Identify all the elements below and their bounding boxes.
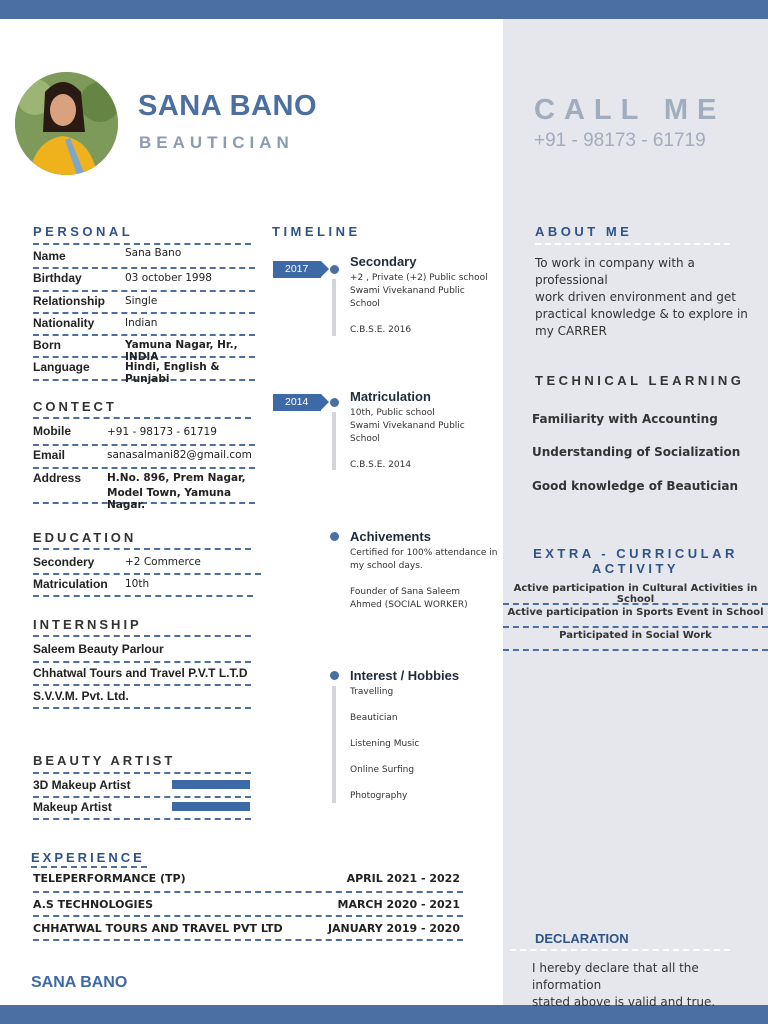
- extra-row: [503, 628, 768, 651]
- contact-title: CONTECT: [33, 399, 117, 414]
- profile-photo: [15, 72, 118, 175]
- extra-item: Participated in Social Work: [559, 630, 712, 641]
- timeline-line-text: Ahmed (SOCIAL WORKER): [350, 600, 468, 610]
- contact-value: sanasalmani82@gmail.com: [107, 449, 252, 461]
- header-phone: +91 - 98173 - 61719: [534, 130, 706, 151]
- technical-item: Familiarity with Accounting: [532, 412, 718, 426]
- contact-row: [33, 446, 255, 469]
- contact-label: Mobile: [33, 424, 71, 438]
- personal-label: Relationship: [33, 293, 106, 308]
- education-row: [33, 575, 253, 597]
- timeline-line-text: C.B.S.E. 2016: [350, 325, 412, 335]
- internship-text: Chhatwal Tours and Travel P.V.T L.T.D: [33, 666, 248, 680]
- timeline-line-text: School: [350, 434, 380, 444]
- personal-list: [33, 247, 255, 386]
- timeline-line: [332, 279, 336, 336]
- timeline-line-text: Travelling: [350, 687, 394, 697]
- experience-company: A.S TECHNOLOGIES: [33, 898, 154, 911]
- skill-row: [33, 798, 251, 820]
- technical-item: Good knowledge of Beautician: [532, 479, 738, 493]
- beauty-artist-title: BEAUTY ARTIST: [33, 753, 176, 768]
- timeline-line-text: Online Surfing: [350, 765, 415, 775]
- education-list: [33, 553, 261, 597]
- personal-label: Language: [33, 360, 90, 375]
- personal-value: Single: [125, 294, 158, 307]
- divider: [33, 243, 251, 245]
- personal-row: [33, 247, 255, 269]
- timeline-line-text: School: [350, 299, 380, 309]
- divider: [535, 243, 730, 245]
- timeline-heading: Interest / Hobbies: [350, 668, 460, 683]
- contact-value-line2: Model Town, Yamuna Nagar.: [107, 487, 232, 511]
- personal-value: 03 october 1998: [125, 272, 212, 285]
- timeline-line-text: Photography: [350, 791, 408, 801]
- personal-value: Sana Bano: [125, 247, 182, 259]
- skill-label: 3D Makeup Artist: [33, 778, 131, 792]
- skill-label: Makeup Artist: [33, 800, 112, 814]
- personal-row: [33, 269, 255, 291]
- timeline-line-text: +2 , Private (+2) Public school: [350, 273, 488, 283]
- about-line: work driven environment and get: [535, 290, 736, 304]
- contact-list: [33, 423, 255, 511]
- declaration-line: I hereby declare that all the information: [532, 961, 699, 992]
- experience-list: [33, 869, 463, 941]
- experience-row: [33, 917, 463, 941]
- declaration-line: stated above is valid and true.: [532, 995, 716, 1009]
- extra-item: Active participation in Cultural Activities in School: [513, 583, 758, 605]
- divider: [33, 772, 251, 774]
- technical-item: Understanding of Socialization: [532, 445, 741, 459]
- internship-list: [33, 640, 251, 709]
- personal-label: Born: [33, 338, 61, 353]
- education-label: Secondery: [33, 555, 95, 569]
- timeline-heading: Secondary: [350, 254, 417, 269]
- contact-label: Email: [33, 448, 66, 462]
- experience-row: [33, 893, 463, 917]
- top-bar: [0, 0, 768, 19]
- timeline-dot: [330, 398, 339, 407]
- personal-row: [33, 314, 255, 336]
- timeline-heading: Matriculation: [350, 389, 431, 404]
- timeline-line-text: my school days.: [350, 561, 423, 571]
- timeline-dot: [330, 532, 339, 541]
- experience-period: APRIL 2021 - 2022: [346, 872, 460, 885]
- timeline-line-text: Certified for 100% attendance in: [350, 548, 498, 558]
- personal-label: Name: [33, 249, 66, 263]
- timeline-title: TIMELINE: [272, 224, 361, 239]
- personal-title: PERSONAL: [33, 224, 134, 239]
- call-me-title: CALL ME: [534, 94, 726, 126]
- skills-list: [33, 776, 251, 820]
- contact-value: H.No. 896, Prem Nagar,: [107, 472, 246, 484]
- internship-title: INTERNSHIP: [33, 617, 142, 632]
- timeline-dot: [330, 671, 339, 680]
- extra-title-line2: ACTIVITY: [591, 561, 680, 576]
- divider: [510, 949, 730, 951]
- timeline-year-badge: 2017: [273, 261, 321, 278]
- right-panel: [503, 19, 768, 1005]
- contact-value: +91 - 98173 - 61719: [107, 426, 217, 438]
- experience-period: JANUARY 2019 - 2020: [327, 922, 460, 935]
- internship-text: S.V.V.M. Pvt. Ltd.: [33, 689, 129, 703]
- timeline-line-text: Listening Music: [350, 739, 420, 749]
- timeline-line-text: Founder of Sana Saleem: [350, 587, 460, 597]
- divider: [33, 548, 251, 550]
- experience-company: CHHATWAL TOURS AND TRAVEL PVT LTD: [33, 922, 283, 935]
- technical-title: TECHNICAL LEARNING: [535, 373, 745, 388]
- timeline-line-text: [350, 311, 495, 324]
- about-line: my CARRER: [535, 324, 607, 338]
- experience-row: [33, 869, 463, 893]
- divider: [31, 866, 147, 868]
- declaration-title: DECLARATION: [535, 931, 629, 946]
- education-value: +2 Commerce: [125, 556, 201, 568]
- internship-item: [33, 640, 251, 663]
- skill-bar: [172, 802, 250, 811]
- divider: [33, 417, 251, 419]
- contact-row: [33, 423, 255, 446]
- timeline-dot: [330, 265, 339, 274]
- candidate-name: SANA BANO: [138, 90, 318, 122]
- contact-row: [33, 469, 255, 511]
- footer-name: SANA BANO: [31, 974, 128, 991]
- education-title: EDUCATION: [33, 530, 137, 545]
- timeline-line-text: C.B.S.E. 2014: [350, 460, 412, 470]
- about-title: ABOUT ME: [535, 224, 633, 239]
- timeline-line-text: Beautician: [350, 713, 398, 723]
- timeline-details: [350, 686, 495, 803]
- experience-title: EXPERIENCE: [31, 850, 145, 865]
- timeline-heading: Achivements: [350, 529, 431, 544]
- timeline-line-text: 10th, Public school: [350, 408, 435, 418]
- skill-row: [33, 776, 251, 798]
- extra-row: [503, 605, 768, 628]
- divider: [33, 635, 251, 637]
- extra-item: Active participation in Sports Event in School: [507, 607, 764, 618]
- personal-label: Nationality: [33, 315, 95, 330]
- timeline-line: [332, 412, 336, 470]
- personal-row: [33, 292, 255, 314]
- internship-text: Saleem Beauty Parlour: [33, 642, 164, 656]
- personal-row: [33, 336, 255, 364]
- internship-item: [33, 663, 251, 686]
- education-label: Matriculation: [33, 577, 108, 591]
- timeline-details: [350, 547, 500, 612]
- extra-title: EXTRA - CURRICULAR: [533, 546, 738, 561]
- timeline-line-text: [350, 573, 500, 586]
- about-line: practical knowledge & to explore in: [535, 307, 748, 321]
- candidate-role: BEAUTICIAN: [139, 133, 294, 152]
- extra-row: [503, 582, 768, 605]
- timeline-details: [350, 407, 495, 472]
- personal-value: Hindi, English & Punjabi: [125, 361, 220, 386]
- timeline-line-text: [350, 446, 495, 459]
- about-text: [535, 255, 767, 340]
- internship-item: [33, 686, 251, 709]
- declaration-text: [532, 960, 768, 1011]
- about-line: To work in company with a professional: [535, 256, 695, 287]
- personal-row: [33, 358, 255, 386]
- extra-list: [503, 582, 768, 651]
- timeline-year-badge: 2014: [273, 394, 321, 411]
- timeline-line: [332, 686, 336, 803]
- timeline-details: [350, 272, 495, 337]
- skill-track: [172, 802, 250, 811]
- personal-value: Indian: [125, 316, 158, 329]
- skill-track: [172, 780, 250, 789]
- experience-company: TELEPERFORMANCE (TP): [33, 872, 186, 885]
- education-value: 10th: [125, 578, 150, 590]
- skill-bar: [172, 780, 250, 789]
- education-row: [33, 553, 261, 575]
- personal-value: Yamuna Nagar, Hr., INDIA: [125, 339, 238, 364]
- timeline-line-text: Swami Vivekanand Public: [350, 421, 465, 431]
- contact-label: Address: [33, 471, 82, 485]
- experience-period: MARCH 2020 - 2021: [337, 898, 460, 911]
- timeline-line-text: Swami Vivekanand Public: [350, 286, 465, 296]
- personal-label: Birthday: [33, 271, 82, 286]
